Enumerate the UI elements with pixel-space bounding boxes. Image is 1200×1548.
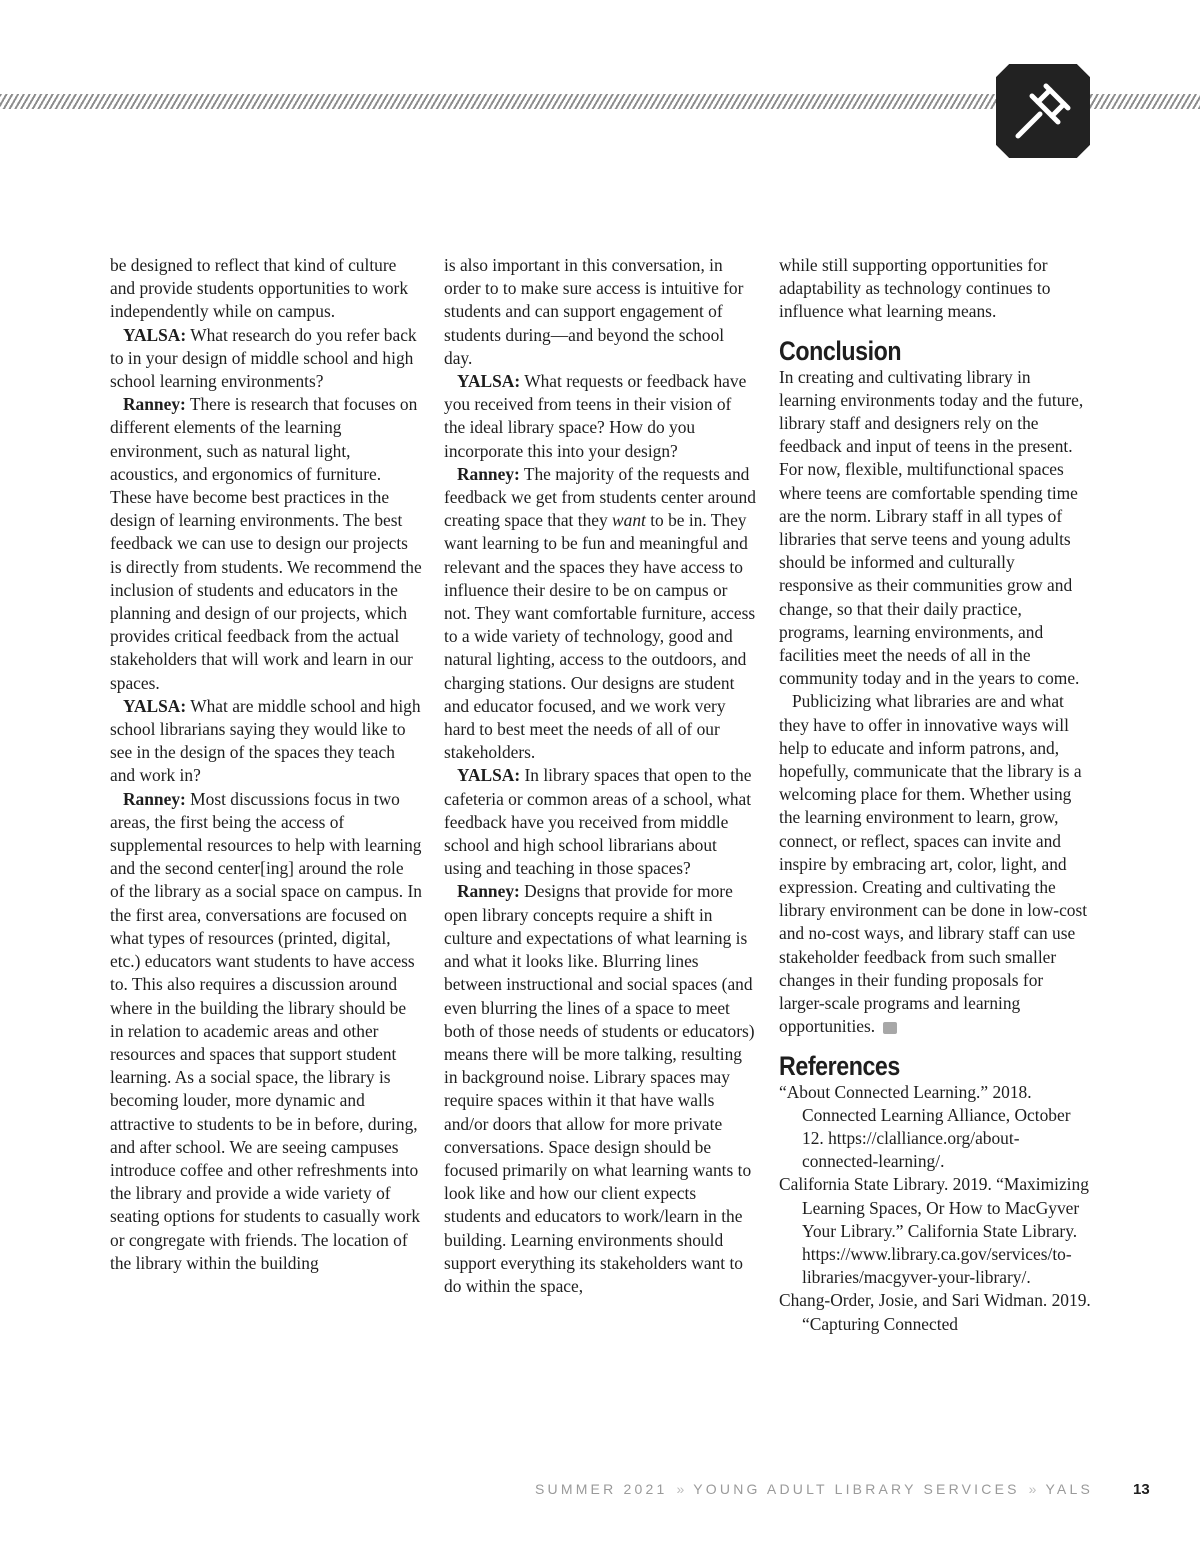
paragraph-text: What are middle school and high school librarians saying they would like to see in the design of the spaces they teach and work in? <box>110 695 421 786</box>
paragraph <box>779 690 1091 1038</box>
column-2 <box>444 254 756 1298</box>
paragraph-text: The majority of the requests and feedback we get from students center around creating space that they <box>444 463 756 531</box>
emphasis: want <box>612 510 646 531</box>
column-1 <box>110 254 422 1275</box>
reference-text: Chang-Order, Josie, and Sari Widman. 2019. “Capturing Connected <box>779 1290 1091 1334</box>
paragraph <box>444 463 756 765</box>
end-mark-icon <box>883 1022 897 1034</box>
column-3 <box>779 254 1091 1336</box>
reference-text: California State Library. 2019. “Maximizing Learning Spaces, Or How to MacGyver Your Library.” California State Library. https://www.library.ca.gov/services/to-libraries/macgyver-your-library/. <box>779 1174 1089 1288</box>
paragraph-text: What requests or feedback have you received from teens in their vision of the ideal library space? How do you incorporate this into your design? <box>444 371 747 461</box>
speaker-label: Ranney: <box>123 788 186 809</box>
paragraph-text: to be in. They want learning to be fun and meaningful and relevant and the spaces they have access to influence their desire to be on campus or not. They want comfortable furniture, access to a wide variety of technology, good and natural lighting, access to the outdoors, and charging stations. Our designs are student and educator focused, and we work very hard to best meet the needs of all of our stakeholders. <box>444 510 756 763</box>
page-number: 13 <box>1133 1481 1150 1498</box>
reference-text: “About Connected Learning.” 2018. Connected Learning Alliance, October 12. https://clalliance.org/about-connected-learning/. <box>779 1081 1071 1172</box>
paragraph <box>110 324 422 394</box>
paragraph <box>444 764 756 880</box>
speaker-label: Ranney: <box>123 394 186 415</box>
paragraph: be designed to reflect that kind of culture and provide students opportunities to work independently while on campus. <box>110 255 409 322</box>
footer-abbr: YALS <box>1045 1481 1093 1497</box>
paragraph <box>110 695 422 788</box>
speaker-label: Ranney: <box>457 881 520 902</box>
paragraph <box>444 370 756 463</box>
footer-separator: » <box>676 1481 685 1497</box>
reference-item <box>779 1173 1091 1289</box>
speaker-label: YALSA: <box>457 765 521 786</box>
paragraph <box>444 880 756 1298</box>
speaker-label: Ranney: <box>457 463 520 484</box>
paragraph-text: Designs that provide for more open library concepts require a shift in culture and expectations of what learning is and what it looks like. Blurring lines between instructional and social spaces (and even blurring the lines of a space to meet both of those needs of students or educators) means there will be more talking, resulting in background noise. Library spaces may require spaces within it that have walls and/or doors that allow for more private conversations. Space design should be focused primarily on what learning wants to look like and how our client expects students and educators to work/learn in the building. Learning environments should support everything its stakeholders want to do within the space, <box>444 881 755 1296</box>
paragraph <box>110 788 422 1275</box>
paragraph-text: Publicizing what libraries are and what they have to offer in innovative ways will help to educate and inform patrons, and, hopefully, communicate that the library is a welcoming place for them. Whether using the learning environment to learn, grow, connect, or reflect, spaces can invite and inspire by embracing art, color, light, and expression. Creating and cultivating the library environment can be done in low-cost and no-cost ways, and library staff can use stakeholder feedback from such smaller changes in their funding proposals for larger-scale programs and learning opportunities. <box>779 691 1088 1037</box>
speaker-label: YALSA: <box>123 324 187 345</box>
footer-season: SUMMER 2021 <box>534 1481 668 1497</box>
footer-separator: » <box>1028 1481 1037 1497</box>
paragraph-text: What research do you refer back to in your design of middle school and high school learning environments? <box>110 324 417 392</box>
reference-item <box>779 1081 1091 1174</box>
references-heading: References <box>779 1050 900 1081</box>
footer-magazine: YOUNG ADULT LIBRARY SERVICES <box>693 1481 1020 1497</box>
paragraph-text: Most discussions focus in two areas, the first being the access of supplemental resources to help with learning and the second center[ing] around the role of the library as a social space on campus. In the first area, conversations are focused on what types of resources (printed, digital, etc.) educators want students to have access to. This also requires a discussion around where in the building the library should be in relation to academic areas and other resources and spaces that support student learning. As a social space, the library is becoming louder, more dynamic and attractive to students to be in before, during, and after school. We are seeing campuses introduce coffee and other refreshments into the library and provide a wide variety of seating options for students to casually work or congregate with friends. The location of the library within the building <box>110 788 422 1273</box>
running-footer <box>535 1481 1093 1497</box>
paragraph: is also important in this conversation, in order to to make sure access is intuitive for students and can support engagement of students during—and beyond the school day. <box>444 255 744 368</box>
speaker-label: YALSA: <box>123 695 187 716</box>
conclusion-heading: Conclusion <box>779 335 902 366</box>
speaker-label: YALSA: <box>457 371 521 392</box>
paragraph: In creating and cultivating library in learning environments today and the future, library staff and designers rely on the feedback and input of teens in the present. For now, flexible, multifunctional spaces where teens are comfortable spending time are the norm. Library staff in all types of libraries that serve teens and young adults should be informed and culturally responsive as their communities grow and change, so that their daily practice, programs, learning environments, and facilities meet the needs of all in the community today and in the years to come. <box>779 366 1084 689</box>
paragraph <box>110 393 422 695</box>
reference-item <box>779 1289 1091 1335</box>
paragraph-text: In library spaces that open to the cafeteria or common areas of a school, what feedback have you received from middle school and high school librarians about using and teaching in those spaces? <box>444 765 752 879</box>
paragraph-text: There is research that focuses on different elements of the learning environment, such as natural light, acoustics, and ergonomics of furniture. These have become best practices in the design of learning environments. The best feedback we can use to design our projects is directly from students. We recommend the inclusion of students and educators in the planning and design of our projects, which provides critical feedback from the actual stakeholders that will work and learn in our spaces. <box>110 394 422 693</box>
pushpin-icon <box>996 64 1090 158</box>
paragraph: while still supporting opportunities for adaptability as technology continues to influence what learning means. <box>779 255 1051 322</box>
